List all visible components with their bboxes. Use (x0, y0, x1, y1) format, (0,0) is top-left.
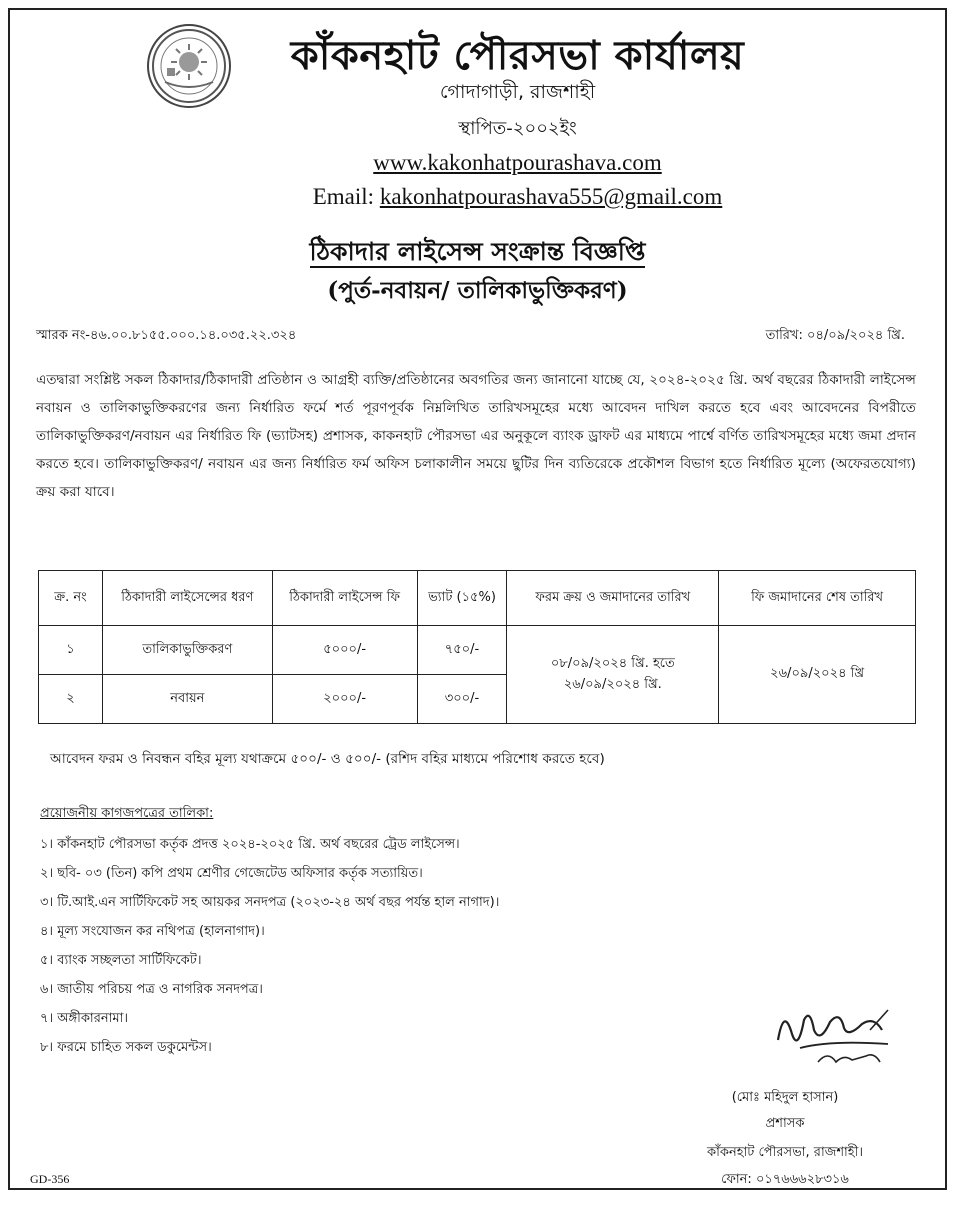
email-line (10, 184, 945, 210)
memo-number: স্মারক নং-৪৬.০০.৮১৫৫.০০০.১৪.০৩৫.২২.৩২৪ (36, 328, 297, 343)
cell-form-date (507, 626, 719, 724)
notice-title (10, 232, 945, 275)
list-item: ৩। টি.আই.এন সার্টিফিকেট সহ আয়কর সনদপত্র (২০২৩-২৪ অর্থ বছর পর্যন্ত হাল নাগাদ)। (40, 895, 500, 910)
col-header-license-type: ঠিকাদারী লাইসেন্সের ধরণ (102, 571, 272, 626)
notice-subtitle: (পুর্ত-নবায়ন/ তালিকাভুক্তিকরণ) (327, 277, 628, 304)
cell-license-type: নবায়ন (102, 675, 272, 724)
list-item: ১। কাঁকনহাট পৌরসভা কর্তৃক প্রদত্ত ২০২৪-২০২৫ খ্রি. অর্থ বছরের ট্রেড লাইসেন্স। (40, 837, 460, 852)
fee-table (38, 570, 916, 724)
signatory-designation: প্রশাসক (765, 1116, 805, 1131)
cell-vat: ৩০০/- (417, 675, 507, 724)
footer-code: GD-356 (30, 1172, 70, 1186)
list-item: ৭। অঙ্গীকারনামা। (40, 1011, 129, 1026)
handwritten-signature-icon (770, 1000, 900, 1075)
col-header-license-fee: ঠিকাদারী লাইসেন্স ফি (272, 571, 417, 626)
website-link[interactable] (10, 150, 945, 176)
col-header-fee-last-date: ফি জমাদানের শেষ তারিখ (719, 571, 916, 626)
notice-date: তারিখ: ০৪/০৯/২০২৪ খ্রি. (765, 328, 905, 343)
table-header-row (39, 571, 916, 626)
cell-vat: ৭৫০/- (417, 626, 507, 675)
email-label: Email: (312, 184, 375, 209)
signatory-name: (মোঃ মহিদুল হাসান) (731, 1090, 839, 1105)
office-address: গোদাগাড়ী, রাজশাহী (439, 81, 596, 103)
form-date-start: ০৮/০৯/২০২৪ খ্রি. হতে (550, 655, 675, 671)
website-url[interactable]: www.kakonhatpourashava.com (373, 150, 662, 175)
fee-note: আবেদন ফরম ও নিবন্ধন বহির মূল্য যথাক্রমে ৫০০/- ও ৫০০/- (রশিদ বহির মাধ্যমে পরিশোধ করতে হবে) (50, 751, 605, 767)
cell-serial: ২ (39, 675, 103, 724)
cell-license-fee: ৫০০০/- (272, 626, 417, 675)
list-item: ৪। মূল্য সংযোজন কর নথিপত্র (হালনাগাদ)। (40, 924, 265, 939)
cell-license-fee: ২০০০/- (272, 675, 417, 724)
form-date-end: ২৬/০৯/২০২৪ খ্রি. (563, 676, 662, 692)
list-item: ২। ছবি- ০৩ (তিন) কপি প্রথম শ্রেণীর গেজেটেড অফিসার কর্তৃক সত্যায়িত। (40, 866, 423, 881)
list-item: ৫। ব্যাংক সচ্ছলতা সার্টিফিকেট। (40, 953, 202, 968)
notice-body: এতদ্বারা সংশ্লিষ্ট সকল ঠিকাদার/ঠিকাদারী প্রতিষ্ঠান ও আগ্রহী ব্যক্তি/প্রতিষ্ঠানের অবগতির জন্য জানানো যাচ্ছে যে, ২০২৪-২০২৫ খ্রি. অর্থ বছরের ঠিকাদারী লাইসেন্স নবায়ন ও তালিকাভুক্তিকরণের জন্য নির্ধারিত ফর্মে শর্ত পূরণপূর্বক নিম্নলিখিত তারিখসমূহের মধ্যে আবেদন দাখিল করতে হবে এবং আবেদনের বিপরীতে তালিকাভুক্তিকরণ/নবায়ন এর নির্ধারিত ফি (ভ্যাটসহ) প্রশাসক, কাকনহাট পৌরসভা এর অনুকূলে ব্যাংক ড্রাফট এর মাধ্যমে পার্শ্বে বর্ণিত তারিখসমূহের মধ্যে জমা প্রদান করতে হবে। তালিকাভুক্তিকরণ/ নবায়ন এর জন্য নির্ধারিত ফর্ম অফিস চলাকালীন সময়ে ছুটির দিন ব্যতিরেকে প্রকৌশল বিভাগ হতে নির্ধারিত মূল্যে (অফেরতযোগ্য) ক্রয় করা যাবে। (36, 372, 916, 500)
cell-fee-last-date: ২৬/০৯/২০২৪ খ্রি (719, 626, 916, 724)
documents-heading: প্রয়োজনীয় কাগজপত্রের তালিকা: (40, 806, 214, 821)
cell-license-type: তালিকাভুক্তিকরণ (102, 626, 272, 675)
col-header-form-date: ফরম ক্রয় ও জমাদানের তারিখ (507, 571, 719, 626)
established-year: স্থাপিত-২০০২ইং (458, 118, 577, 139)
list-item: ৬। জাতীয় পরিচয় পত্র ও নাগরিক সনদপত্র। (40, 982, 263, 997)
col-header-vat: ভ্যাট (১৫%) (417, 571, 507, 626)
email-link[interactable]: kakonhatpourashava555@gmail.com (379, 184, 723, 209)
notice-title-text: ঠিকাদার লাইসেন্স সংক্রান্ত বিজ্ঞপ্তি (309, 237, 646, 266)
signatory-office: কাঁকনহাট পৌরসভা, রাজশাহী। (706, 1145, 864, 1160)
col-header-serial: ক্র. নং (39, 571, 103, 626)
office-name: কাঁকনহাট পৌরসভা কার্যালয় (290, 32, 745, 79)
table-row (39, 626, 916, 675)
signatory-phone: ফোন: ০১৭৬৬৬২৮৩১৬ (721, 1172, 849, 1187)
cell-serial: ১ (39, 626, 103, 675)
notice-page (8, 8, 947, 1190)
documents-list (40, 830, 499, 1062)
list-item: ৮। ফরমে চাহিত সকল ডকুমেন্টস। (40, 1040, 212, 1055)
